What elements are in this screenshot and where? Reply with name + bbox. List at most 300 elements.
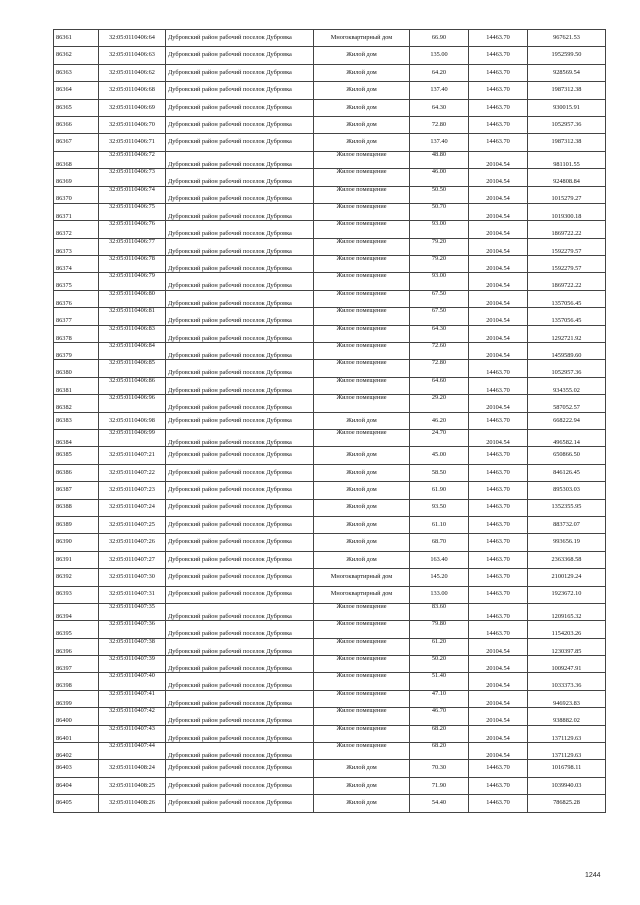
- address-cell: Дубровский район рабочий поселок Дубровка: [166, 551, 314, 568]
- object-type-cell: Жилой дом: [314, 795, 410, 812]
- object-type-cell: Жилое помещение: [314, 325, 410, 342]
- cadastral-cost-cell: 981101.55: [528, 151, 606, 168]
- area-cell: 61.90: [410, 482, 469, 499]
- specific-value-cell: 20104.54: [469, 325, 528, 342]
- specific-value-cell: 14463.70: [469, 586, 528, 603]
- address-cell: Дубровский район рабочий поселок Дубровка: [166, 64, 314, 81]
- row-number-cell: 86392: [54, 569, 99, 586]
- area-cell: 93.50: [410, 499, 469, 516]
- table-row: [54, 603, 606, 620]
- table-row: [54, 534, 606, 551]
- area-cell: 79.80: [410, 621, 469, 638]
- area-cell: 67.50: [410, 308, 469, 325]
- address-cell: Дубровский район рабочий поселок Дубровка: [166, 569, 314, 586]
- address-cell: Дубровский район рабочий поселок Дубровка: [166, 134, 314, 151]
- row-number-cell: 86396: [54, 638, 99, 655]
- object-type-cell: Жилое помещение: [314, 656, 410, 673]
- cadastral-number-cell: 32:05:0110407:31: [99, 586, 166, 603]
- cadastral-cost-cell: 1052957.36: [528, 360, 606, 377]
- table-row: [54, 169, 606, 186]
- cadastral-cost-cell: 1009247.91: [528, 656, 606, 673]
- specific-value-cell: 20104.54: [469, 725, 528, 742]
- address-cell: Дубровский район рабочий поселок Дубровка: [166, 464, 314, 481]
- row-number-cell: 86372: [54, 221, 99, 238]
- area-cell: 135.00: [410, 47, 469, 64]
- specific-value-cell: 20104.54: [469, 203, 528, 220]
- object-type-cell: Жилое помещение: [314, 395, 410, 412]
- specific-value-cell: 14463.70: [469, 412, 528, 429]
- specific-value-cell: 14463.70: [469, 464, 528, 481]
- cadastral-cost-cell: 883732.07: [528, 516, 606, 533]
- cadastral-number-cell: 32:05:0110407:41: [99, 690, 166, 707]
- address-cell: Дубровский район рабочий поселок Дубровка: [166, 777, 314, 794]
- address-cell: Дубровский район рабочий поселок Дубровка: [166, 673, 314, 690]
- specific-value-cell: 14463.70: [469, 621, 528, 638]
- cadastral-cost-cell: 930015.91: [528, 99, 606, 116]
- cadastral-cost-cell: 967621.53: [528, 30, 606, 47]
- area-cell: 163.40: [410, 551, 469, 568]
- cadastral-number-cell: 32:05:0110407:30: [99, 569, 166, 586]
- cadastral-cost-cell: 1154203.26: [528, 621, 606, 638]
- row-number-cell: 86402: [54, 743, 99, 760]
- address-cell: Дубровский район рабочий поселок Дубровка: [166, 482, 314, 499]
- specific-value-cell: 14463.70: [469, 516, 528, 533]
- row-number-cell: 86399: [54, 690, 99, 707]
- object-type-cell: Жилой дом: [314, 134, 410, 151]
- cadastral-cost-cell: 1923672.10: [528, 586, 606, 603]
- table-body: [54, 30, 606, 813]
- area-cell: 93.00: [410, 273, 469, 290]
- area-cell: 64.60: [410, 377, 469, 394]
- cadastral-number-cell: 32:05:0110406:73: [99, 169, 166, 186]
- address-cell: Дубровский район рабочий поселок Дубровка: [166, 203, 314, 220]
- object-type-cell: Жилое помещение: [314, 308, 410, 325]
- specific-value-cell: 14463.70: [469, 360, 528, 377]
- cadastral-number-cell: 32:05:0110406:76: [99, 221, 166, 238]
- specific-value-cell: 20104.54: [469, 151, 528, 168]
- area-cell: 137.40: [410, 82, 469, 99]
- address-cell: Дубровский район рабочий поселок Дубровка: [166, 116, 314, 133]
- object-type-cell: Жилой дом: [314, 499, 410, 516]
- address-cell: Дубровский район рабочий поселок Дубровка: [166, 186, 314, 203]
- specific-value-cell: 20104.54: [469, 690, 528, 707]
- cadastral-cost-cell: 1459589.60: [528, 343, 606, 360]
- cadastral-cost-cell: 1209165.32: [528, 603, 606, 620]
- cadastral-number-cell: 32:05:0110407:39: [99, 656, 166, 673]
- specific-value-cell: 20104.54: [469, 238, 528, 255]
- row-number-cell: 86376: [54, 290, 99, 307]
- area-cell: 45.00: [410, 447, 469, 464]
- specific-value-cell: 20104.54: [469, 708, 528, 725]
- address-cell: Дубровский район рабочий поселок Дубровка: [166, 325, 314, 342]
- specific-value-cell: 14463.70: [469, 777, 528, 794]
- address-cell: Дубровский район рабочий поселок Дубровка: [166, 221, 314, 238]
- cadastral-cost-cell: 928569.54: [528, 64, 606, 81]
- area-cell: 71.90: [410, 777, 469, 794]
- area-cell: 64.30: [410, 325, 469, 342]
- specific-value-cell: 14463.70: [469, 447, 528, 464]
- cadastral-cost-cell: 1869722.22: [528, 221, 606, 238]
- cadastral-cost-cell: 1357056.45: [528, 290, 606, 307]
- address-cell: Дубровский район рабочий поселок Дубровка: [166, 656, 314, 673]
- address-cell: Дубровский район рабочий поселок Дубровка: [166, 638, 314, 655]
- address-cell: Дубровский район рабочий поселок Дубровка: [166, 82, 314, 99]
- address-cell: Дубровский район рабочий поселок Дубровка: [166, 169, 314, 186]
- area-cell: 24.70: [410, 429, 469, 446]
- area-cell: 64.30: [410, 99, 469, 116]
- object-type-cell: Жилой дом: [314, 64, 410, 81]
- object-type-cell: Жилой дом: [314, 116, 410, 133]
- cadastral-value-table: [53, 29, 606, 813]
- cadastral-number-cell: 32:05:0110406:77: [99, 238, 166, 255]
- area-cell: 68.20: [410, 725, 469, 742]
- row-number-cell: 86397: [54, 656, 99, 673]
- specific-value-cell: 20104.54: [469, 273, 528, 290]
- cadastral-number-cell: 32:05:0110406:79: [99, 273, 166, 290]
- row-number-cell: 86391: [54, 551, 99, 568]
- specific-value-cell: 14463.70: [469, 795, 528, 812]
- object-type-cell: Жилое помещение: [314, 238, 410, 255]
- object-type-cell: Жилое помещение: [314, 186, 410, 203]
- address-cell: Дубровский район рабочий поселок Дубровка: [166, 429, 314, 446]
- area-cell: 93.00: [410, 221, 469, 238]
- specific-value-cell: 20104.54: [469, 186, 528, 203]
- address-cell: Дубровский район рабочий поселок Дубровка: [166, 743, 314, 760]
- table-row: [54, 82, 606, 99]
- area-cell: 61.10: [410, 516, 469, 533]
- object-type-cell: Жилой дом: [314, 516, 410, 533]
- row-number-cell: 86381: [54, 377, 99, 394]
- row-number-cell: 86374: [54, 256, 99, 273]
- cadastral-number-cell: 32:05:0110407:42: [99, 708, 166, 725]
- row-number-cell: 86382: [54, 395, 99, 412]
- cadastral-number-cell: 32:05:0110407:43: [99, 725, 166, 742]
- specific-value-cell: 14463.70: [469, 482, 528, 499]
- table-row: [54, 273, 606, 290]
- cadastral-cost-cell: 496582.14: [528, 429, 606, 446]
- cadastral-cost-cell: 587052.57: [528, 395, 606, 412]
- area-cell: 54.40: [410, 795, 469, 812]
- cadastral-cost-cell: 846126.45: [528, 464, 606, 481]
- object-type-cell: Жилое помещение: [314, 221, 410, 238]
- cadastral-number-cell: 32:05:0110406:99: [99, 429, 166, 446]
- address-cell: Дубровский район рабочий поселок Дубровка: [166, 725, 314, 742]
- object-type-cell: Жилой дом: [314, 551, 410, 568]
- address-cell: Дубровский район рабочий поселок Дубровка: [166, 30, 314, 47]
- cadastral-number-cell: 32:05:0110406:62: [99, 64, 166, 81]
- area-cell: 51.40: [410, 673, 469, 690]
- object-type-cell: Жилой дом: [314, 482, 410, 499]
- area-cell: 68.20: [410, 743, 469, 760]
- row-number-cell: 86373: [54, 238, 99, 255]
- address-cell: Дубровский район рабочий поселок Дубровка: [166, 377, 314, 394]
- area-cell: 46.70: [410, 708, 469, 725]
- table-row: [54, 482, 606, 499]
- row-number-cell: 86389: [54, 516, 99, 533]
- row-number-cell: 86405: [54, 795, 99, 812]
- cadastral-cost-cell: 1016798.11: [528, 760, 606, 777]
- object-type-cell: Жилое помещение: [314, 203, 410, 220]
- object-type-cell: Жилое помещение: [314, 343, 410, 360]
- object-type-cell: Жилое помещение: [314, 360, 410, 377]
- row-number-cell: 86371: [54, 203, 99, 220]
- cadastral-number-cell: 32:05:0110407:21: [99, 447, 166, 464]
- area-cell: 67.50: [410, 290, 469, 307]
- cadastral-number-cell: 32:05:0110407:40: [99, 673, 166, 690]
- address-cell: Дубровский район рабочий поселок Дубровка: [166, 708, 314, 725]
- cadastral-number-cell: 32:05:0110408:25: [99, 777, 166, 794]
- cadastral-cost-cell: 1987312.38: [528, 82, 606, 99]
- table-row: [54, 64, 606, 81]
- object-type-cell: Жилой дом: [314, 464, 410, 481]
- cadastral-number-cell: 32:05:0110406:75: [99, 203, 166, 220]
- area-cell: 46.20: [410, 412, 469, 429]
- row-number-cell: 86380: [54, 360, 99, 377]
- address-cell: Дубровский район рабочий поселок Дубровка: [166, 238, 314, 255]
- specific-value-cell: 14463.70: [469, 534, 528, 551]
- object-type-cell: Жилой дом: [314, 447, 410, 464]
- table-row: [54, 377, 606, 394]
- cadastral-number-cell: 32:05:0110406:74: [99, 186, 166, 203]
- table-row: [54, 412, 606, 429]
- table-row: [54, 743, 606, 760]
- address-cell: Дубровский район рабочий поселок Дубровка: [166, 534, 314, 551]
- area-cell: 72.80: [410, 360, 469, 377]
- cadastral-number-cell: 32:05:0110407:44: [99, 743, 166, 760]
- cadastral-cost-cell: 1352355.95: [528, 499, 606, 516]
- object-type-cell: Многоквартирный дом: [314, 569, 410, 586]
- specific-value-cell: 14463.70: [469, 499, 528, 516]
- row-number-cell: 86383: [54, 412, 99, 429]
- specific-value-cell: 14463.70: [469, 569, 528, 586]
- cadastral-cost-cell: 1033373.36: [528, 673, 606, 690]
- cadastral-cost-cell: 2100129.24: [528, 569, 606, 586]
- table-row: [54, 638, 606, 655]
- table-row: [54, 656, 606, 673]
- table-row: [54, 586, 606, 603]
- area-cell: 50.70: [410, 203, 469, 220]
- cadastral-number-cell: 32:05:0110406:70: [99, 116, 166, 133]
- cadastral-cost-cell: 934355.02: [528, 377, 606, 394]
- cadastral-cost-cell: 1015279.27: [528, 186, 606, 203]
- specific-value-cell: 20104.54: [469, 169, 528, 186]
- address-cell: Дубровский район рабочий поселок Дубровка: [166, 621, 314, 638]
- cadastral-cost-cell: 1230397.85: [528, 638, 606, 655]
- cadastral-cost-cell: 2363368.58: [528, 551, 606, 568]
- cadastral-number-cell: 32:05:0110406:96: [99, 395, 166, 412]
- area-cell: 58.50: [410, 464, 469, 481]
- specific-value-cell: 14463.70: [469, 64, 528, 81]
- row-number-cell: 86385: [54, 447, 99, 464]
- object-type-cell: Жилое помещение: [314, 256, 410, 273]
- row-number-cell: 86375: [54, 273, 99, 290]
- table-row: [54, 760, 606, 777]
- table-row: [54, 499, 606, 516]
- area-cell: 66.90: [410, 30, 469, 47]
- row-number-cell: 86388: [54, 499, 99, 516]
- area-cell: 83.60: [410, 603, 469, 620]
- address-cell: Дубровский район рабочий поселок Дубровка: [166, 290, 314, 307]
- table-row: [54, 795, 606, 812]
- row-number-cell: 86404: [54, 777, 99, 794]
- area-cell: 72.60: [410, 343, 469, 360]
- table-row: [54, 551, 606, 568]
- address-cell: Дубровский район рабочий поселок Дубровка: [166, 603, 314, 620]
- row-number-cell: 86365: [54, 99, 99, 116]
- cadastral-cost-cell: 1292721.92: [528, 325, 606, 342]
- address-cell: Дубровский район рабочий поселок Дубровка: [166, 447, 314, 464]
- row-number-cell: 86401: [54, 725, 99, 742]
- row-number-cell: 86367: [54, 134, 99, 151]
- specific-value-cell: 14463.70: [469, 116, 528, 133]
- address-cell: Дубровский район рабочий поселок Дубровка: [166, 273, 314, 290]
- cadastral-cost-cell: 993656.19: [528, 534, 606, 551]
- specific-value-cell: 14463.70: [469, 47, 528, 64]
- address-cell: Дубровский район рабочий поселок Дубровка: [166, 47, 314, 64]
- cadastral-number-cell: 32:05:0110406:85: [99, 360, 166, 377]
- address-cell: Дубровский район рабочий поселок Дубровка: [166, 256, 314, 273]
- cadastral-number-cell: 32:05:0110406:86: [99, 377, 166, 394]
- table-row: [54, 708, 606, 725]
- cadastral-number-cell: 32:05:0110408:24: [99, 760, 166, 777]
- object-type-cell: Жилое помещение: [314, 743, 410, 760]
- row-number-cell: 86377: [54, 308, 99, 325]
- row-number-cell: 86393: [54, 586, 99, 603]
- specific-value-cell: 14463.70: [469, 603, 528, 620]
- cadastral-cost-cell: 1019300.18: [528, 203, 606, 220]
- area-cell: 79.20: [410, 256, 469, 273]
- address-cell: Дубровский район рабочий поселок Дубровка: [166, 760, 314, 777]
- object-type-cell: Жилое помещение: [314, 621, 410, 638]
- table-row: [54, 777, 606, 794]
- table-row: [54, 238, 606, 255]
- area-cell: 72.80: [410, 116, 469, 133]
- cadastral-number-cell: 32:05:0110407:27: [99, 551, 166, 568]
- table-row: [54, 30, 606, 47]
- cadastral-cost-cell: 1371129.63: [528, 743, 606, 760]
- table-row: [54, 99, 606, 116]
- cadastral-cost-cell: 1371129.63: [528, 725, 606, 742]
- area-cell: 137.40: [410, 134, 469, 151]
- cadastral-number-cell: 32:05:0110406:80: [99, 290, 166, 307]
- cadastral-number-cell: 32:05:0110406:68: [99, 82, 166, 99]
- cadastral-cost-cell: 1357056.45: [528, 308, 606, 325]
- cadastral-cost-cell: 1869722.22: [528, 273, 606, 290]
- row-number-cell: 86379: [54, 343, 99, 360]
- object-type-cell: Жилой дом: [314, 760, 410, 777]
- cadastral-number-cell: 32:05:0110407:25: [99, 516, 166, 533]
- address-cell: Дубровский район рабочий поселок Дубровка: [166, 308, 314, 325]
- area-cell: 70.30: [410, 760, 469, 777]
- cadastral-number-cell: 32:05:0110408:26: [99, 795, 166, 812]
- area-cell: 79.20: [410, 238, 469, 255]
- specific-value-cell: 20104.54: [469, 638, 528, 655]
- specific-value-cell: 14463.70: [469, 134, 528, 151]
- object-type-cell: Жилое помещение: [314, 638, 410, 655]
- specific-value-cell: 14463.70: [469, 551, 528, 568]
- row-number-cell: 86403: [54, 760, 99, 777]
- table-row: [54, 395, 606, 412]
- address-cell: Дубровский район рабочий поселок Дубровка: [166, 99, 314, 116]
- object-type-cell: Жилой дом: [314, 47, 410, 64]
- row-number-cell: 86395: [54, 621, 99, 638]
- object-type-cell: Жилое помещение: [314, 603, 410, 620]
- table-row: [54, 134, 606, 151]
- cadastral-cost-cell: 650866.50: [528, 447, 606, 464]
- address-cell: Дубровский район рабочий поселок Дубровка: [166, 412, 314, 429]
- cadastral-cost-cell: 924808.84: [528, 169, 606, 186]
- address-cell: Дубровский район рабочий поселок Дубровка: [166, 586, 314, 603]
- table-row: [54, 325, 606, 342]
- cadastral-number-cell: 32:05:0110406:71: [99, 134, 166, 151]
- area-cell: 29.20: [410, 395, 469, 412]
- area-cell: 47.10: [410, 690, 469, 707]
- cadastral-number-cell: 32:05:0110407:22: [99, 464, 166, 481]
- specific-value-cell: 20104.54: [469, 673, 528, 690]
- cadastral-cost-cell: 946923.83: [528, 690, 606, 707]
- table-row: [54, 47, 606, 64]
- specific-value-cell: 14463.70: [469, 760, 528, 777]
- cadastral-number-cell: 32:05:0110406:83: [99, 325, 166, 342]
- address-cell: Дубровский район рабочий поселок Дубровка: [166, 690, 314, 707]
- row-number-cell: 86394: [54, 603, 99, 620]
- object-type-cell: Жилой дом: [314, 99, 410, 116]
- row-number-cell: 86368: [54, 151, 99, 168]
- cadastral-number-cell: 32:05:0110406:78: [99, 256, 166, 273]
- cadastral-number-cell: 32:05:0110406:84: [99, 343, 166, 360]
- object-type-cell: Многоквартирный дом: [314, 30, 410, 47]
- table-row: [54, 673, 606, 690]
- row-number-cell: 86361: [54, 30, 99, 47]
- cadastral-cost-cell: 1592279.57: [528, 256, 606, 273]
- area-cell: 133.00: [410, 586, 469, 603]
- table-row: [54, 516, 606, 533]
- cadastral-cost-cell: 1039940.03: [528, 777, 606, 794]
- cadastral-number-cell: 32:05:0110406:64: [99, 30, 166, 47]
- row-number-cell: 86366: [54, 116, 99, 133]
- row-number-cell: 86384: [54, 429, 99, 446]
- cadastral-cost-cell: 1952599.50: [528, 47, 606, 64]
- address-cell: Дубровский район рабочий поселок Дубровка: [166, 395, 314, 412]
- address-cell: Дубровский район рабочий поселок Дубровка: [166, 516, 314, 533]
- row-number-cell: 86387: [54, 482, 99, 499]
- cadastral-number-cell: 32:05:0110407:23: [99, 482, 166, 499]
- object-type-cell: Жилой дом: [314, 777, 410, 794]
- address-cell: Дубровский район рабочий поселок Дубровка: [166, 343, 314, 360]
- specific-value-cell: 20104.54: [469, 343, 528, 360]
- cadastral-cost-cell: 668222.94: [528, 412, 606, 429]
- table-row: [54, 725, 606, 742]
- table-row: [54, 151, 606, 168]
- row-number-cell: 86364: [54, 82, 99, 99]
- object-type-cell: Жилое помещение: [314, 673, 410, 690]
- cadastral-number-cell: 32:05:0110406:72: [99, 151, 166, 168]
- table-row: [54, 186, 606, 203]
- cadastral-number-cell: 32:05:0110406:63: [99, 47, 166, 64]
- row-number-cell: 86390: [54, 534, 99, 551]
- table-row: [54, 203, 606, 220]
- row-number-cell: 86370: [54, 186, 99, 203]
- cadastral-number-cell: 32:05:0110407:35: [99, 603, 166, 620]
- cadastral-number-cell: 32:05:0110406:81: [99, 308, 166, 325]
- row-number-cell: 86386: [54, 464, 99, 481]
- address-cell: Дубровский район рабочий поселок Дубровка: [166, 151, 314, 168]
- object-type-cell: Жилое помещение: [314, 273, 410, 290]
- table-row: [54, 256, 606, 273]
- address-cell: Дубровский район рабочий поселок Дубровка: [166, 795, 314, 812]
- cadastral-cost-cell: 938882.02: [528, 708, 606, 725]
- specific-value-cell: 20104.54: [469, 308, 528, 325]
